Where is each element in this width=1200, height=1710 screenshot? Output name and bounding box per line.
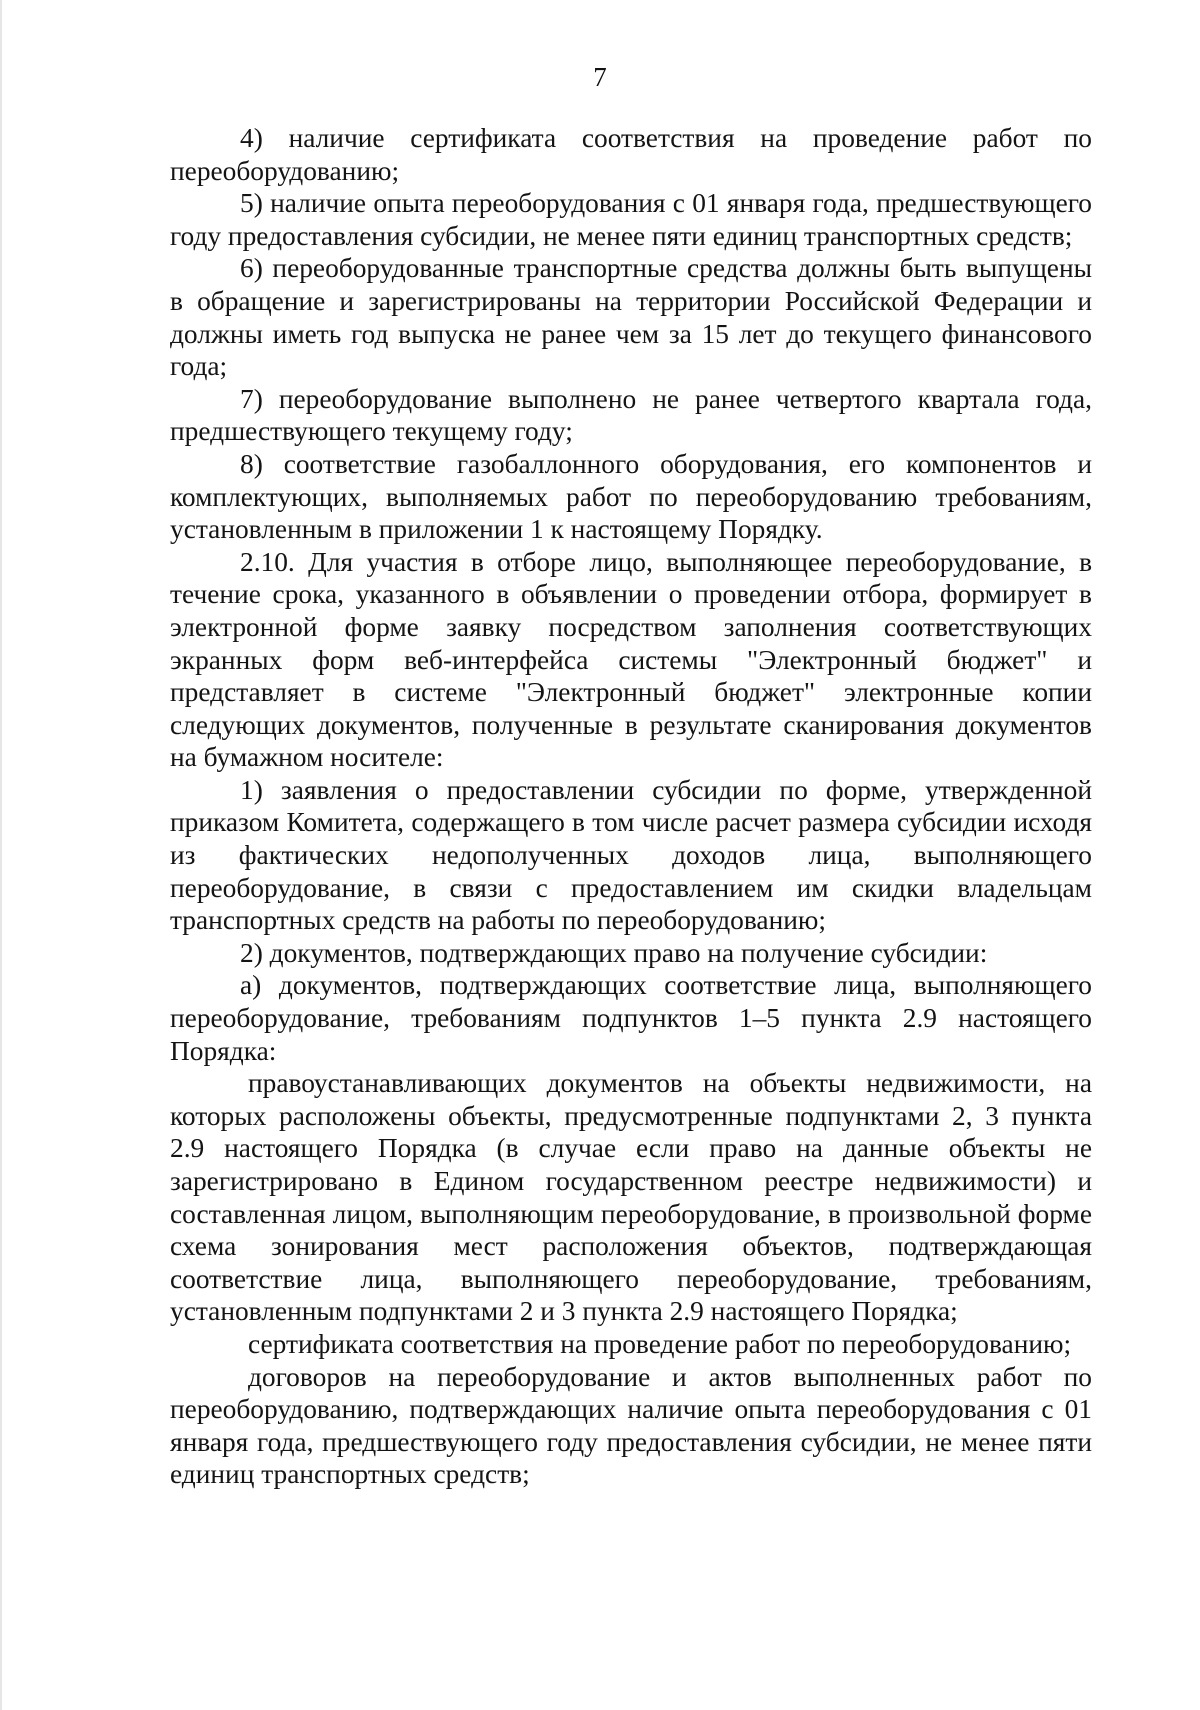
paragraph-certificate: сертификата соответствия на проведение работ по переоборудованию; bbox=[248, 1328, 1072, 1359]
document-body bbox=[170, 122, 1092, 1491]
paragraph-subitem-1: 1) заявления о предоставлении субсидии по форме, утвержденной приказом Комитета, содержащего в том числе расчет размера субсидии исходя из фактических недополученных доходов лица, выполняющего переоборудование, в связи с предоставлением им скидки владельцам транспортных средств на работы по переоборудованию; bbox=[170, 774, 1092, 936]
paragraph-title-documents: правоустанавливающих документов на объекты недвижимости, на которых расположены объекты, предусмотренные подпунктами 2, 3 пункта 2.9 настоящего Порядка (в случае если право на данные объекты не зарегистрировано в Едином государственном реестре недвижимости) и составленная лицом, выполняющим переоборудование, в произвольной форме схема зонирования мест расположения объектов, подтверждающая соответствие лица, выполняющего переоборудование, требованиям, установленным подпунктами 2 и 3 пункта 2.9 настоящего Порядка; bbox=[170, 1068, 1092, 1327]
paragraph-item-5: 5) наличие опыта переоборудования с 01 января года, предшествующего году предоставления субсидии, не менее пяти единиц транспортных средств; bbox=[170, 188, 1092, 251]
paragraph-contracts: договоров на переоборудование и актов выполненных работ по переоборудованию, подтверждающих наличие опыта переоборудования с 01 января года, предшествующего году предоставления субсидии, не менее пяти единиц транспортных средств; bbox=[170, 1361, 1092, 1490]
paragraph-item-7: 7) переоборудование выполнено не ранее четвертого квартала года, предшествующего текущему году; bbox=[170, 383, 1092, 447]
scan-edge bbox=[0, 0, 2, 1710]
page-number: 7 bbox=[593, 62, 607, 92]
paragraph-subitem-2: 2) документов, подтверждающих право на получение субсидии: bbox=[240, 937, 988, 968]
paragraph-section-2-10: 2.10. Для участия в отборе лицо, выполняющее переоборудование, в течение срока, указанного в объявлении о проведении отбора, формирует в электронной форме заявку посредством заполнения соответствующих экранных форм веб-интерфейса системы "Электронный бюджет" и представляет в системе "Электронный бюджет" электронные копии следующих документов, полученные в результате сканирования документов на бумажном носителе: bbox=[170, 546, 1092, 773]
paragraph-subitem-a: а) документов, подтверждающих соответствие лица, выполняющего переоборудование, требованиям подпунктов 1–5 пункта 2.9 настоящего Порядка: bbox=[170, 970, 1092, 1066]
paragraph-item-4: 4) наличие сертификата соответствия на проведение работ по переоборудованию; bbox=[170, 123, 1092, 186]
paragraph-item-8: 8) соответствие газобаллонного оборудования, его компонентов и комплектующих, выполняемых работ по переоборудованию требованиям, установленным в приложении 1 к настоящему Порядку. bbox=[170, 448, 1092, 545]
paragraph-item-6: 6) переоборудованные транспортные средства должны быть выпущены в обращение и зарегистрированы на территории Российской Федерации и должны иметь год выпуска не ранее чем за 15 лет до текущего финансового года; bbox=[170, 253, 1092, 382]
